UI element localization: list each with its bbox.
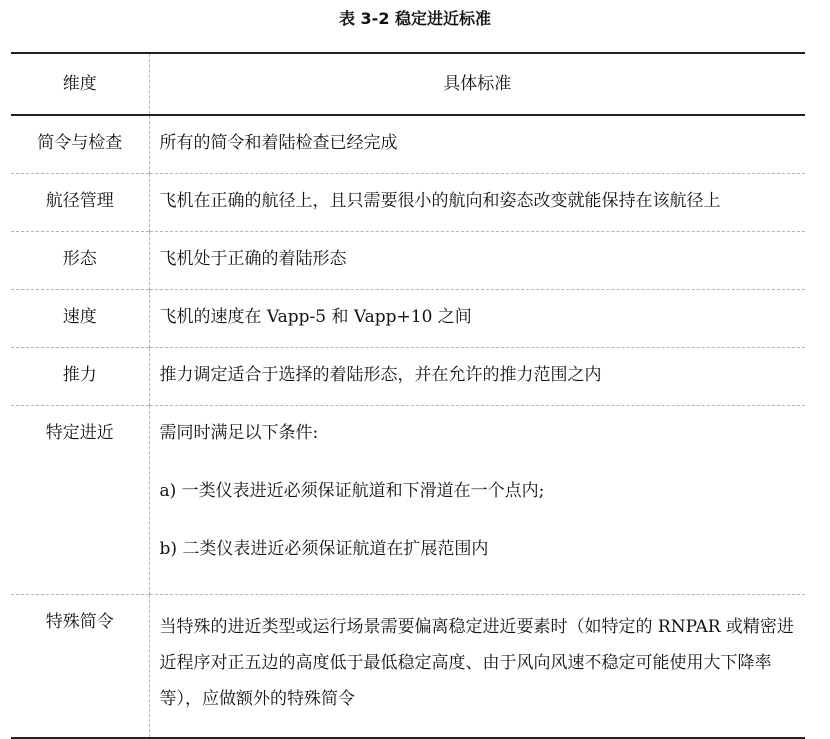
table-row bbox=[11, 289, 805, 347]
condition-item: a) 一类仪表进近必须保证航道和下滑道在一个点内; bbox=[159, 480, 545, 501]
table-row bbox=[11, 347, 805, 405]
table-header-row bbox=[11, 53, 805, 115]
row-key: 简令与检查 bbox=[11, 115, 149, 173]
table-row bbox=[11, 173, 805, 231]
row-value: 飞机的速度在 Vapp-5 和 Vapp+10 之间 bbox=[159, 306, 472, 327]
row-key: 特殊简令 bbox=[11, 594, 149, 738]
header-criteria: 具体标准 bbox=[443, 74, 512, 94]
stabilized-approach-table bbox=[11, 52, 805, 739]
row-value: 推力调定适合于选择的着陆形态，并在允许的推力范围之内 bbox=[159, 364, 602, 385]
row-key: 速度 bbox=[11, 289, 149, 347]
row-key: 航径管理 bbox=[11, 173, 149, 231]
table-row bbox=[11, 405, 805, 594]
row-value-list bbox=[149, 405, 805, 594]
condition-item: b) 二类仪表进近必须保证航道在扩展范围内 bbox=[159, 538, 489, 559]
row-value: 飞机处于正确的着陆形态 bbox=[159, 248, 347, 269]
table-row bbox=[11, 231, 805, 289]
header-dimension: 维度 bbox=[11, 53, 149, 115]
table-caption: 表 3-2 稳定进近标准 bbox=[338, 9, 492, 28]
condition-intro: 需同时满足以下条件: bbox=[159, 422, 319, 443]
row-value: 所有的简令和着陆检查已经完成 bbox=[159, 133, 398, 153]
row-value: 当特殊的进近类型或运行场景需要偏离稳定进近要素时（如特定的 RNPAR 或精密进近程序对正五边的高度低于最低稳定高度、由于风向风速不稳定可能使用大下降率等），应做额外的特殊简令 bbox=[159, 616, 794, 709]
table-row bbox=[11, 115, 805, 173]
row-key: 推力 bbox=[11, 347, 149, 405]
row-key: 形态 bbox=[11, 231, 149, 289]
row-key: 特定进近 bbox=[11, 405, 149, 594]
row-value: 飞机在正确的航径上，且只需要很小的航向和姿态改变就能保持在该航径上 bbox=[159, 190, 721, 211]
